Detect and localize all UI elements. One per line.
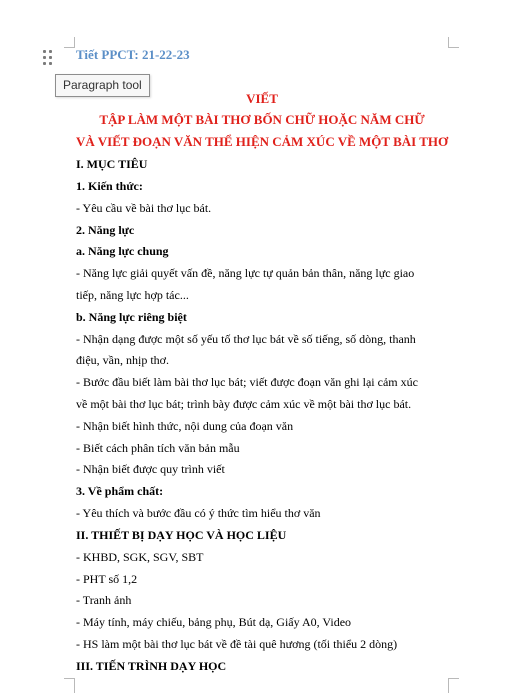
text-line: - Yêu cầu về bài thơ lục bát.: [76, 201, 212, 215]
text-line: - Nhận biết được quy trình viết: [76, 462, 225, 476]
lesson-number-label: Tiết PPCT: 21-22-23: [76, 47, 190, 62]
text-line: - HS làm một bài thơ lục bát về đề tài quê hương (tối thiểu 2 dòng): [76, 637, 398, 651]
text-line: - Nhận dạng được một số yếu tố thơ lục bát về số tiếng, số dòng, thanh: [76, 332, 416, 346]
text-line: - Máy tính, máy chiếu, bảng phụ, Bút dạ, Giấy A0, Video: [76, 615, 352, 629]
subsection-heading: 1. Kiến thức:: [76, 179, 143, 193]
section-heading: III. TIẾN TRÌNH DẠY HỌC: [76, 659, 227, 673]
section-heading: II. THIẾT BỊ DẠY HỌC VÀ HỌC LIỆU: [76, 528, 287, 542]
text-line: - PHT số 1,2: [76, 572, 138, 586]
subsection-heading: 3. Về phẩm chất:: [76, 484, 164, 498]
section-heading: I. MỤC TIÊU: [76, 157, 148, 171]
paragraph-drag-handle-icon[interactable]: [43, 50, 53, 66]
title-line-1: VIẾT: [246, 91, 278, 106]
paragraph-tool-tooltip: Paragraph tool: [55, 74, 150, 97]
text-line: - Bước đầu biết làm bài thơ lục bát; viết được đoạn văn ghi lại cảm xúc: [76, 375, 418, 389]
text-line: - Yêu thích và bước đầu có ý thức tìm hiểu thơ văn: [76, 506, 321, 520]
text-line: tiếp, năng lực hợp tác...: [76, 288, 189, 302]
margin-corner-top-left: [64, 37, 75, 48]
margin-corner-top-right: [448, 37, 459, 48]
text-line: - Nhận biết hình thức, nội dung của đoạn văn: [76, 419, 294, 433]
title-line-2: TẬP LÀM MỘT BÀI THƠ BỐN CHỮ HOẶC NĂM CHỮ: [99, 112, 425, 127]
subsection-heading: 2. Năng lực: [76, 223, 135, 237]
text-line: - Năng lực giải quyết vấn đề, năng lực tự quản bản thân, năng lực giao: [76, 266, 415, 280]
text-line: về một bài thơ lục bát; trình bày được cảm xúc về một bài thơ lục bát.: [76, 397, 412, 411]
title-line-3: VÀ VIẾT ĐOẠN VĂN THỂ HIỆN CẢM XÚC VỀ MỘT BÀI THƠ: [76, 134, 449, 149]
subsection-heading: b. Năng lực riêng biệt: [76, 310, 187, 324]
text-line: - KHBD, SGK, SGV, SBT: [76, 550, 204, 564]
text-line: - Tranh ảnh: [76, 593, 132, 607]
subsection-heading: a. Năng lực chung: [76, 244, 169, 258]
text-line: điệu, vần, nhịp thơ.: [76, 353, 169, 367]
text-line: - Biết cách phân tích văn bản mẫu: [76, 441, 240, 455]
